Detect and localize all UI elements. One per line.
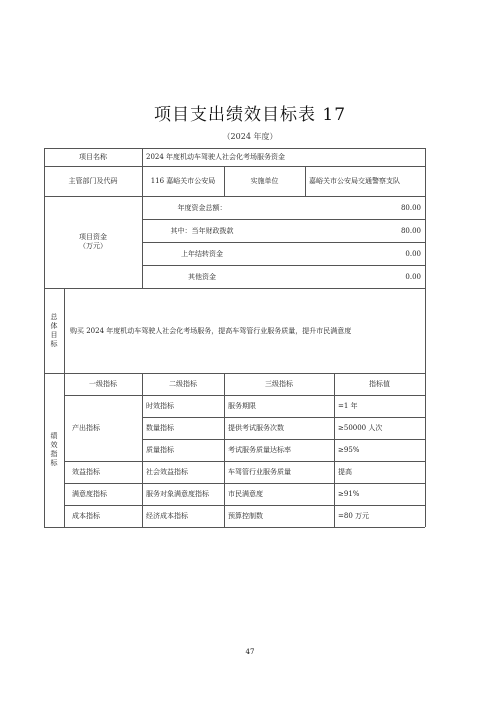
level3-cell: 服务期限 <box>228 402 256 410</box>
header-level1: 一级指标 <box>89 380 117 388</box>
funds-row-label: 其中：当年财政拨款 <box>170 226 234 235</box>
level1-output: 产出指标 <box>72 424 100 432</box>
funds-row-label: 其他资金 <box>188 272 216 281</box>
funds-label-cell <box>44 196 142 288</box>
funds-label: 项目资金 <box>79 233 107 241</box>
value-cell: =1 年 <box>338 402 358 410</box>
funds-row-label: 年度资金总额： <box>177 203 227 212</box>
value-cell: ≥95% <box>338 446 360 454</box>
project-name-value: 2024 年度机动车驾驶人社会化考场服务资金 <box>146 153 286 161</box>
label-char: 绩 <box>50 432 58 440</box>
level1-benefit: 效益指标 <box>72 468 100 476</box>
funds-row-value: 80.00 <box>400 226 421 235</box>
funds-row-value: 0.00 <box>405 249 421 258</box>
level3-cell: 市民满意度 <box>228 490 263 498</box>
performance-label <box>44 373 64 527</box>
header-level2: 二级指标 <box>169 380 197 388</box>
label-char: 标 <box>50 339 58 348</box>
label-char: 总 <box>50 312 58 321</box>
level3-cell: 考试服务质量达标率 <box>228 446 291 454</box>
level2-cell: 服务对象满意度指标 <box>146 490 209 498</box>
value-cell: ≥91% <box>338 490 360 498</box>
page-number: 47 <box>245 648 255 656</box>
label-char: 体 <box>50 321 58 330</box>
funds-row-label: 上年结转资金 <box>181 249 223 258</box>
funds-row-value: 80.00 <box>400 203 421 212</box>
label-char: 效 <box>50 441 58 449</box>
header-level3: 三级指标 <box>265 380 293 388</box>
value-cell: ≥50000 人次 <box>338 424 383 432</box>
level2-cell: 时效指标 <box>146 402 174 410</box>
level3-cell: 车驾管行业服务质量 <box>228 468 291 476</box>
funds-row-value: 0.00 <box>405 272 421 281</box>
label-char: 标 <box>50 459 58 467</box>
value-cell: 提高 <box>338 468 352 476</box>
header-value: 指标值 <box>369 380 390 388</box>
unit-value: 嘉峪关市公安局交通警察支队 <box>309 177 400 185</box>
overall-objective-label <box>44 288 64 373</box>
dept-value: 116 嘉峪关市公安局 <box>150 177 216 185</box>
overall-objective-text: 购买 2024 年度机动车驾驶人社会化考场服务，提高车驾管行业服务质量，提升市民满意度 <box>70 326 352 335</box>
funds-unit: （万元） <box>79 242 107 250</box>
page-title: 项目支出绩效目标表 17 <box>153 105 347 125</box>
level2-cell: 经济成本指标 <box>146 512 188 520</box>
level2-cell: 社会效益指标 <box>146 468 188 476</box>
unit-label: 实施单位 <box>250 177 279 185</box>
level3-cell: 预算控制数 <box>228 512 263 520</box>
dept-label: 主管部门及代码 <box>68 177 118 185</box>
label-char: 目 <box>50 330 58 339</box>
level3-cell: 提供考试服务次数 <box>228 424 284 432</box>
year-subtitle: （2024 年度） <box>222 132 278 141</box>
level1-cost: 成本指标 <box>72 512 100 520</box>
level1-satisfaction: 满意度指标 <box>72 490 107 498</box>
label-char: 指 <box>50 450 58 458</box>
level2-cell: 质量指标 <box>146 446 174 454</box>
level2-cell: 数量指标 <box>146 424 174 432</box>
value-cell: =80 万元 <box>338 512 369 520</box>
project-name-label: 项目名称 <box>79 153 107 161</box>
